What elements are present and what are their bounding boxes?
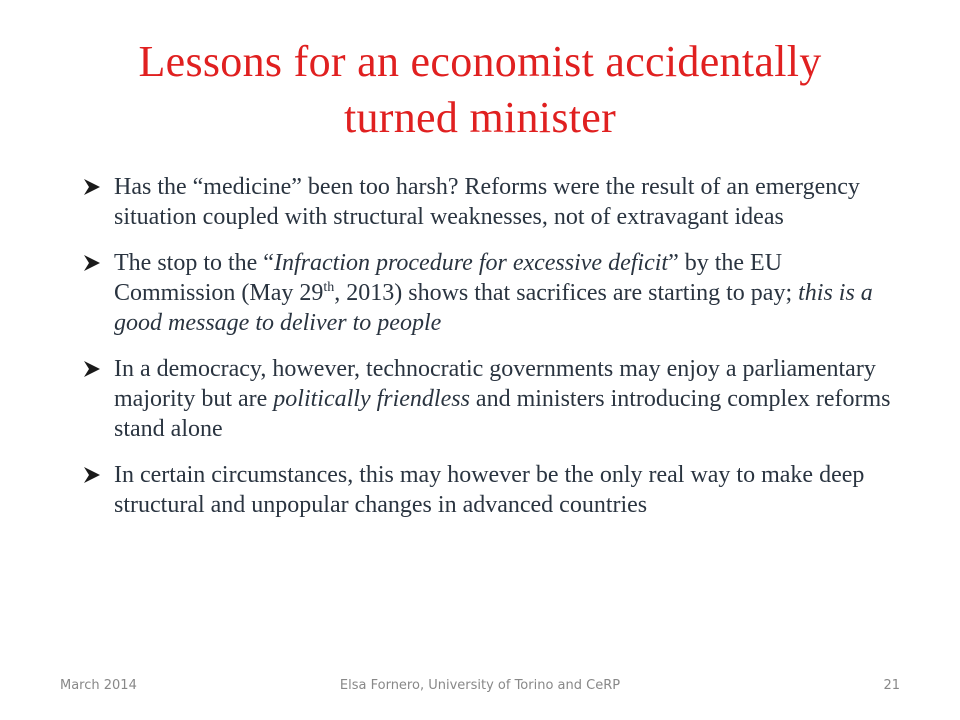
footer-page-number: 21 [883,678,900,693]
bullet-text-2a: The stop to the “ [114,250,274,276]
bullet-item-2 [82,248,902,338]
bullet-text-3a: In a democracy, however, technocratic governments may enjoy a parliamentary majority but are [114,356,876,412]
title-line-2: turned minister [343,93,617,142]
bullet-text-2b: ” by the EU Commission (May 29 [114,250,783,306]
arrow-bullet-icon [82,253,102,273]
bullet-list [82,172,902,536]
bullet-italic-procedure: Infraction procedure for excessive deficit [273,250,669,276]
footer-author: Elsa Fornero, University of Torino and CeRP [339,678,621,693]
arrow-bullet-icon [82,177,102,197]
bullet-text-4: In certain circumstances, this may however be the only real way to make deep structural and unpopular changes in advanced countries [114,462,865,518]
bullet-text-3b: and ministers introducing complex reforms stand alone [114,386,891,442]
slide-title [40,34,920,146]
bullet-item-1 [82,172,902,232]
footer-date: March 2014 [60,678,137,693]
arrow-bullet-icon [82,359,102,379]
bullet-item-3 [82,354,902,444]
arrow-bullet-icon [82,465,102,485]
bullet-text-1: Has the “medicine” been too harsh? Reforms were the result of an emergency situation coupled with structural weaknesses, not of extravagant ideas [114,174,860,230]
bullet-text-2c: , 2013) shows that sacrifices are starting to pay; [334,280,799,306]
title-line-1: Lessons for an economist accidentally [138,37,822,86]
bullet-item-4 [82,460,902,520]
bullet-italic-message: this is a good message to deliver to people [114,280,873,336]
bullet-italic-friendless: politically friendless [273,386,470,412]
date-superscript: th [323,280,335,295]
